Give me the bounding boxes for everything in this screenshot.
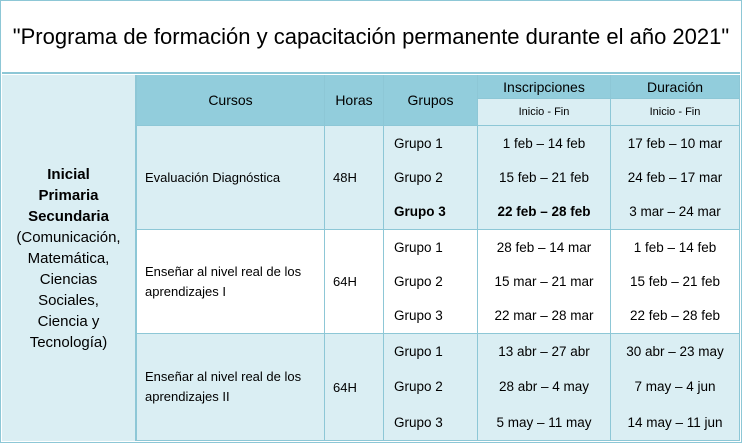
duracion-dates: 15 feb – 21 feb	[629, 273, 721, 289]
duracion-dates: 24 feb – 17 mar	[627, 169, 723, 185]
level-area-4: Sociales,	[38, 291, 99, 309]
group-label: Grupo 3	[394, 204, 446, 220]
group-label: Grupo 1	[394, 344, 443, 360]
inscripcion-dates: 13 abr – 27 abr	[498, 344, 590, 360]
subheader-duracion: Inicio - Fin	[611, 99, 740, 126]
duracion-dates: 14 may – 11 jun	[627, 414, 723, 430]
course-groups	[384, 334, 478, 441]
header-grupos: Grupos	[384, 75, 478, 126]
course-duracion	[611, 230, 740, 334]
group-label: Grupo 1	[394, 239, 443, 255]
course-inscripciones	[478, 334, 611, 441]
duracion-dates: 3 mar – 24 mar	[629, 204, 721, 220]
course-name: Enseñar al nivel real de los aprendizajes II	[137, 334, 325, 441]
schedule-table	[2, 75, 740, 441]
duracion-dates: 7 may – 4 jun	[634, 379, 716, 395]
level-secundaria: Secundaria	[28, 207, 109, 225]
inscripcion-dates: 15 feb – 21 feb	[498, 169, 590, 185]
header-inscripciones: Inscripciones	[478, 75, 611, 99]
duracion-dates: 22 feb – 28 feb	[629, 308, 721, 324]
level-area-5: Ciencia y	[37, 312, 100, 330]
page-title: "Programa de formación y capacitación permanente durante el año 2021"	[2, 2, 740, 74]
level-primaria: Primaria	[38, 186, 99, 204]
inscripcion-dates: 28 feb – 14 mar	[496, 239, 592, 255]
level-area-1: (Comunicación,	[16, 228, 121, 246]
level-area-3: Ciencias	[39, 270, 98, 288]
header-horas: Horas	[325, 75, 384, 126]
course-hours: 48H	[325, 126, 384, 230]
course-groups	[384, 230, 478, 334]
level-area-6: Tecnología)	[29, 333, 108, 351]
course-inscripciones	[478, 230, 611, 334]
group-label: Grupo 3	[394, 308, 443, 324]
header-duracion: Duración	[611, 75, 740, 99]
group-label: Grupo 2	[394, 273, 443, 289]
course-inscripciones	[478, 126, 611, 230]
course-name: Evaluación Diagnóstica	[137, 126, 325, 230]
group-label: Grupo 3	[394, 414, 443, 430]
duracion-dates: 30 abr – 23 may	[626, 344, 724, 360]
group-label: Grupo 1	[394, 135, 443, 151]
duracion-dates: 1 feb – 14 feb	[633, 239, 717, 255]
course-duracion	[611, 334, 740, 441]
inscripcion-dates: 5 may – 11 may	[496, 414, 592, 430]
header-cursos: Cursos	[137, 75, 325, 126]
course-groups	[384, 126, 478, 230]
level-inicial: Inicial	[47, 165, 90, 183]
inscripcion-dates: 22 mar – 28 mar	[494, 308, 594, 324]
level-area-2: Matemática,	[27, 249, 110, 267]
inscripcion-dates: 22 feb – 28 feb	[497, 204, 591, 220]
course-hours: 64H	[325, 334, 384, 441]
course-hours: 64H	[325, 230, 384, 334]
inscripcion-dates: 28 abr – 4 may	[498, 379, 590, 395]
subheader-inscripciones: Inicio - Fin	[478, 99, 611, 126]
duracion-dates: 17 feb – 10 mar	[627, 135, 723, 151]
education-levels-cell	[2, 75, 137, 441]
course-name: Enseñar al nivel real de los aprendizajes I	[137, 230, 325, 334]
inscripcion-dates: 15 mar – 21 mar	[494, 273, 594, 289]
group-label: Grupo 2	[394, 379, 443, 395]
group-label: Grupo 2	[394, 169, 443, 185]
course-duracion	[611, 126, 740, 230]
inscripcion-dates: 1 feb – 14 feb	[502, 135, 586, 151]
